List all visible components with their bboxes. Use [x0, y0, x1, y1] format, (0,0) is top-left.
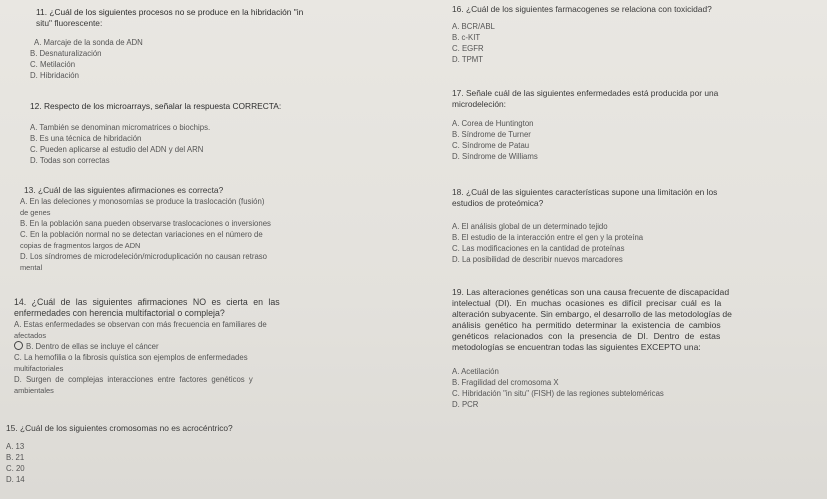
question-13-option-c-cont: copias de fragmentos largos de ADN	[20, 241, 141, 250]
question-12-title: 12. Respecto de los microarrays, señalar la respuesta CORRECTA:	[30, 101, 282, 111]
question-16-title: 16. ¿Cuál de los siguientes farmacogenes se relaciona con toxicidad?	[452, 4, 712, 14]
question-15-title: 15. ¿Cuál de los siguientes cromosomas no es acrocéntrico?	[6, 423, 233, 433]
question-11-title-line1: 11. ¿Cuál de los siguientes procesos no se produce en la hibridación "in	[36, 7, 304, 17]
question-13-title: 13. ¿Cuál de las siguientes afirmaciones es correcta?	[24, 185, 224, 195]
question-14-option-c-cont: multifactoriales	[14, 364, 64, 373]
question-17-title-line2: microdeleción:	[452, 99, 506, 109]
question-17-option-d[interactable]: D. Síndrome de Williams	[452, 152, 538, 161]
question-11-option-c[interactable]: C. Metilación	[30, 60, 76, 69]
question-17-option-b[interactable]: B. Síndrome de Turner	[452, 130, 531, 139]
question-16-option-a[interactable]: A. BCR/ABL	[452, 22, 495, 31]
question-14-option-d[interactable]: D. Surgen de complejas interacciones entre factores genéticos y	[14, 375, 253, 384]
question-17-option-c[interactable]: C. Síndrome de Patau	[452, 141, 530, 150]
question-15-option-b[interactable]: B. 21	[6, 453, 25, 462]
question-19-title-line5: genéticos relacionados con la presencia de DI. Dentro de estas	[452, 331, 721, 341]
question-12-option-a[interactable]: A. También se denominan micromatrices o biochips.	[30, 123, 211, 132]
answer-mark-icon	[14, 341, 23, 350]
question-16-option-d[interactable]: D. TPMT	[452, 55, 484, 64]
question-19-option-a[interactable]: A. Acetilación	[452, 367, 499, 376]
question-18-title-line1: 18. ¿Cuál de las siguientes características supone una limitación en los	[452, 187, 718, 197]
question-15	[6, 423, 306, 485]
question-15-option-a[interactable]: A. 13	[6, 442, 25, 451]
question-18-option-c[interactable]: C. Las modificaciones en la cantidad de proteínas	[452, 244, 625, 253]
question-15-option-c[interactable]: C. 20	[6, 464, 25, 473]
question-11-option-d[interactable]: D. Hibridación	[30, 71, 79, 80]
question-19-option-b[interactable]: B. Fragilidad del cromosoma X	[452, 378, 559, 387]
question-11	[30, 7, 396, 81]
question-11-option-b[interactable]: B. Desnaturalización	[30, 49, 102, 58]
question-12	[30, 101, 410, 166]
question-14-title-line1: 14. ¿Cuál de las siguientes afirmaciones NO es cierta en las	[14, 297, 280, 307]
question-18-option-d[interactable]: D. La posibilidad de describir nuevos marcadores	[452, 255, 623, 264]
question-19	[452, 287, 822, 410]
question-19-title-line2: intelectual (DI). En muchas ocasiones es difícil precisar cuál es la	[452, 298, 722, 308]
question-19-title-line1: 19. Las alteraciones genéticas son una causa frecuente de discapacidad	[452, 287, 730, 297]
question-13-option-a[interactable]: A. En las deleciones y monosomías se produce la traslocación (fusión)	[20, 197, 265, 206]
question-13-option-b[interactable]: B. En la población sana pueden observarse traslocaciones o inversiones	[20, 219, 271, 228]
question-13-option-a-cont: de genes	[20, 208, 51, 217]
question-17-title-line1: 17. Señale cuál de las siguientes enfermedades está producida por una	[452, 88, 719, 98]
question-16	[452, 4, 812, 65]
question-16-option-b[interactable]: B. c-KIT	[452, 33, 481, 42]
question-19-option-c[interactable]: C. Hibridación "in situ" (FISH) de las regiones subteloméricas	[452, 389, 664, 398]
question-14-option-b-text: B. Dentro de ellas se incluye el cáncer	[26, 342, 159, 351]
question-13-option-d-cont: mental	[20, 263, 43, 272]
question-16-option-c[interactable]: C. EGFR	[452, 44, 484, 53]
question-17-option-a[interactable]: A. Corea de Huntington	[452, 119, 534, 128]
question-14-title-line2: enfermedades con herencia multifactorial o compleja?	[14, 308, 225, 318]
question-14-option-b[interactable]	[14, 341, 310, 352]
question-13-option-c[interactable]: C. En la población normal no se detectan variaciones en el número de	[20, 230, 263, 239]
question-19-title-line4: análisis genético ha permitido determinar la existencia de cambios	[452, 320, 721, 330]
question-14-option-d-cont: ambientales	[14, 386, 54, 395]
question-18-option-b[interactable]: B. El estudio de la interacción entre el gen y la proteína	[452, 233, 644, 242]
question-13	[20, 185, 420, 273]
question-18-option-a[interactable]: A. El análisis global de un determinado tejido	[452, 222, 608, 231]
question-19-title-line3: alteración subyacente. Sin embargo, el desarrollo de las metodologías de	[452, 309, 732, 319]
question-12-option-c[interactable]: C. Pueden aplicarse al estudio del ADN y del ARN	[30, 145, 204, 154]
question-19-option-d[interactable]: D. PCR	[452, 400, 479, 409]
question-18-title-line2: estudios de proteómica?	[452, 198, 544, 208]
question-14-option-a-cont: afectados	[14, 331, 47, 340]
question-12-option-d[interactable]: D. Todas son correctas	[30, 156, 110, 165]
question-11-title-line2: situ" fluorescente:	[36, 18, 103, 28]
question-14	[14, 297, 310, 396]
question-11-option-a[interactable]: A. Marcaje de la sonda de ADN	[34, 38, 143, 47]
question-13-option-d[interactable]: D. Los síndromes de microdeleción/microduplicación no causan retraso	[20, 252, 268, 261]
question-12-option-b[interactable]: B. Es una técnica de hibridación	[30, 134, 142, 143]
question-19-title-line6: metodologías se encuentran todas las siguientes EXCEPTO una:	[452, 342, 701, 352]
question-15-option-d[interactable]: D. 14	[6, 475, 25, 484]
question-14-option-c[interactable]: C. La hemofilia o la fibrosis quística son ejemplos de enfermedades	[14, 353, 248, 362]
question-18	[452, 187, 822, 265]
question-17	[452, 88, 822, 162]
question-14-option-a[interactable]: A. Estas enfermedades se observan con más frecuencia en familiares de	[14, 320, 267, 329]
